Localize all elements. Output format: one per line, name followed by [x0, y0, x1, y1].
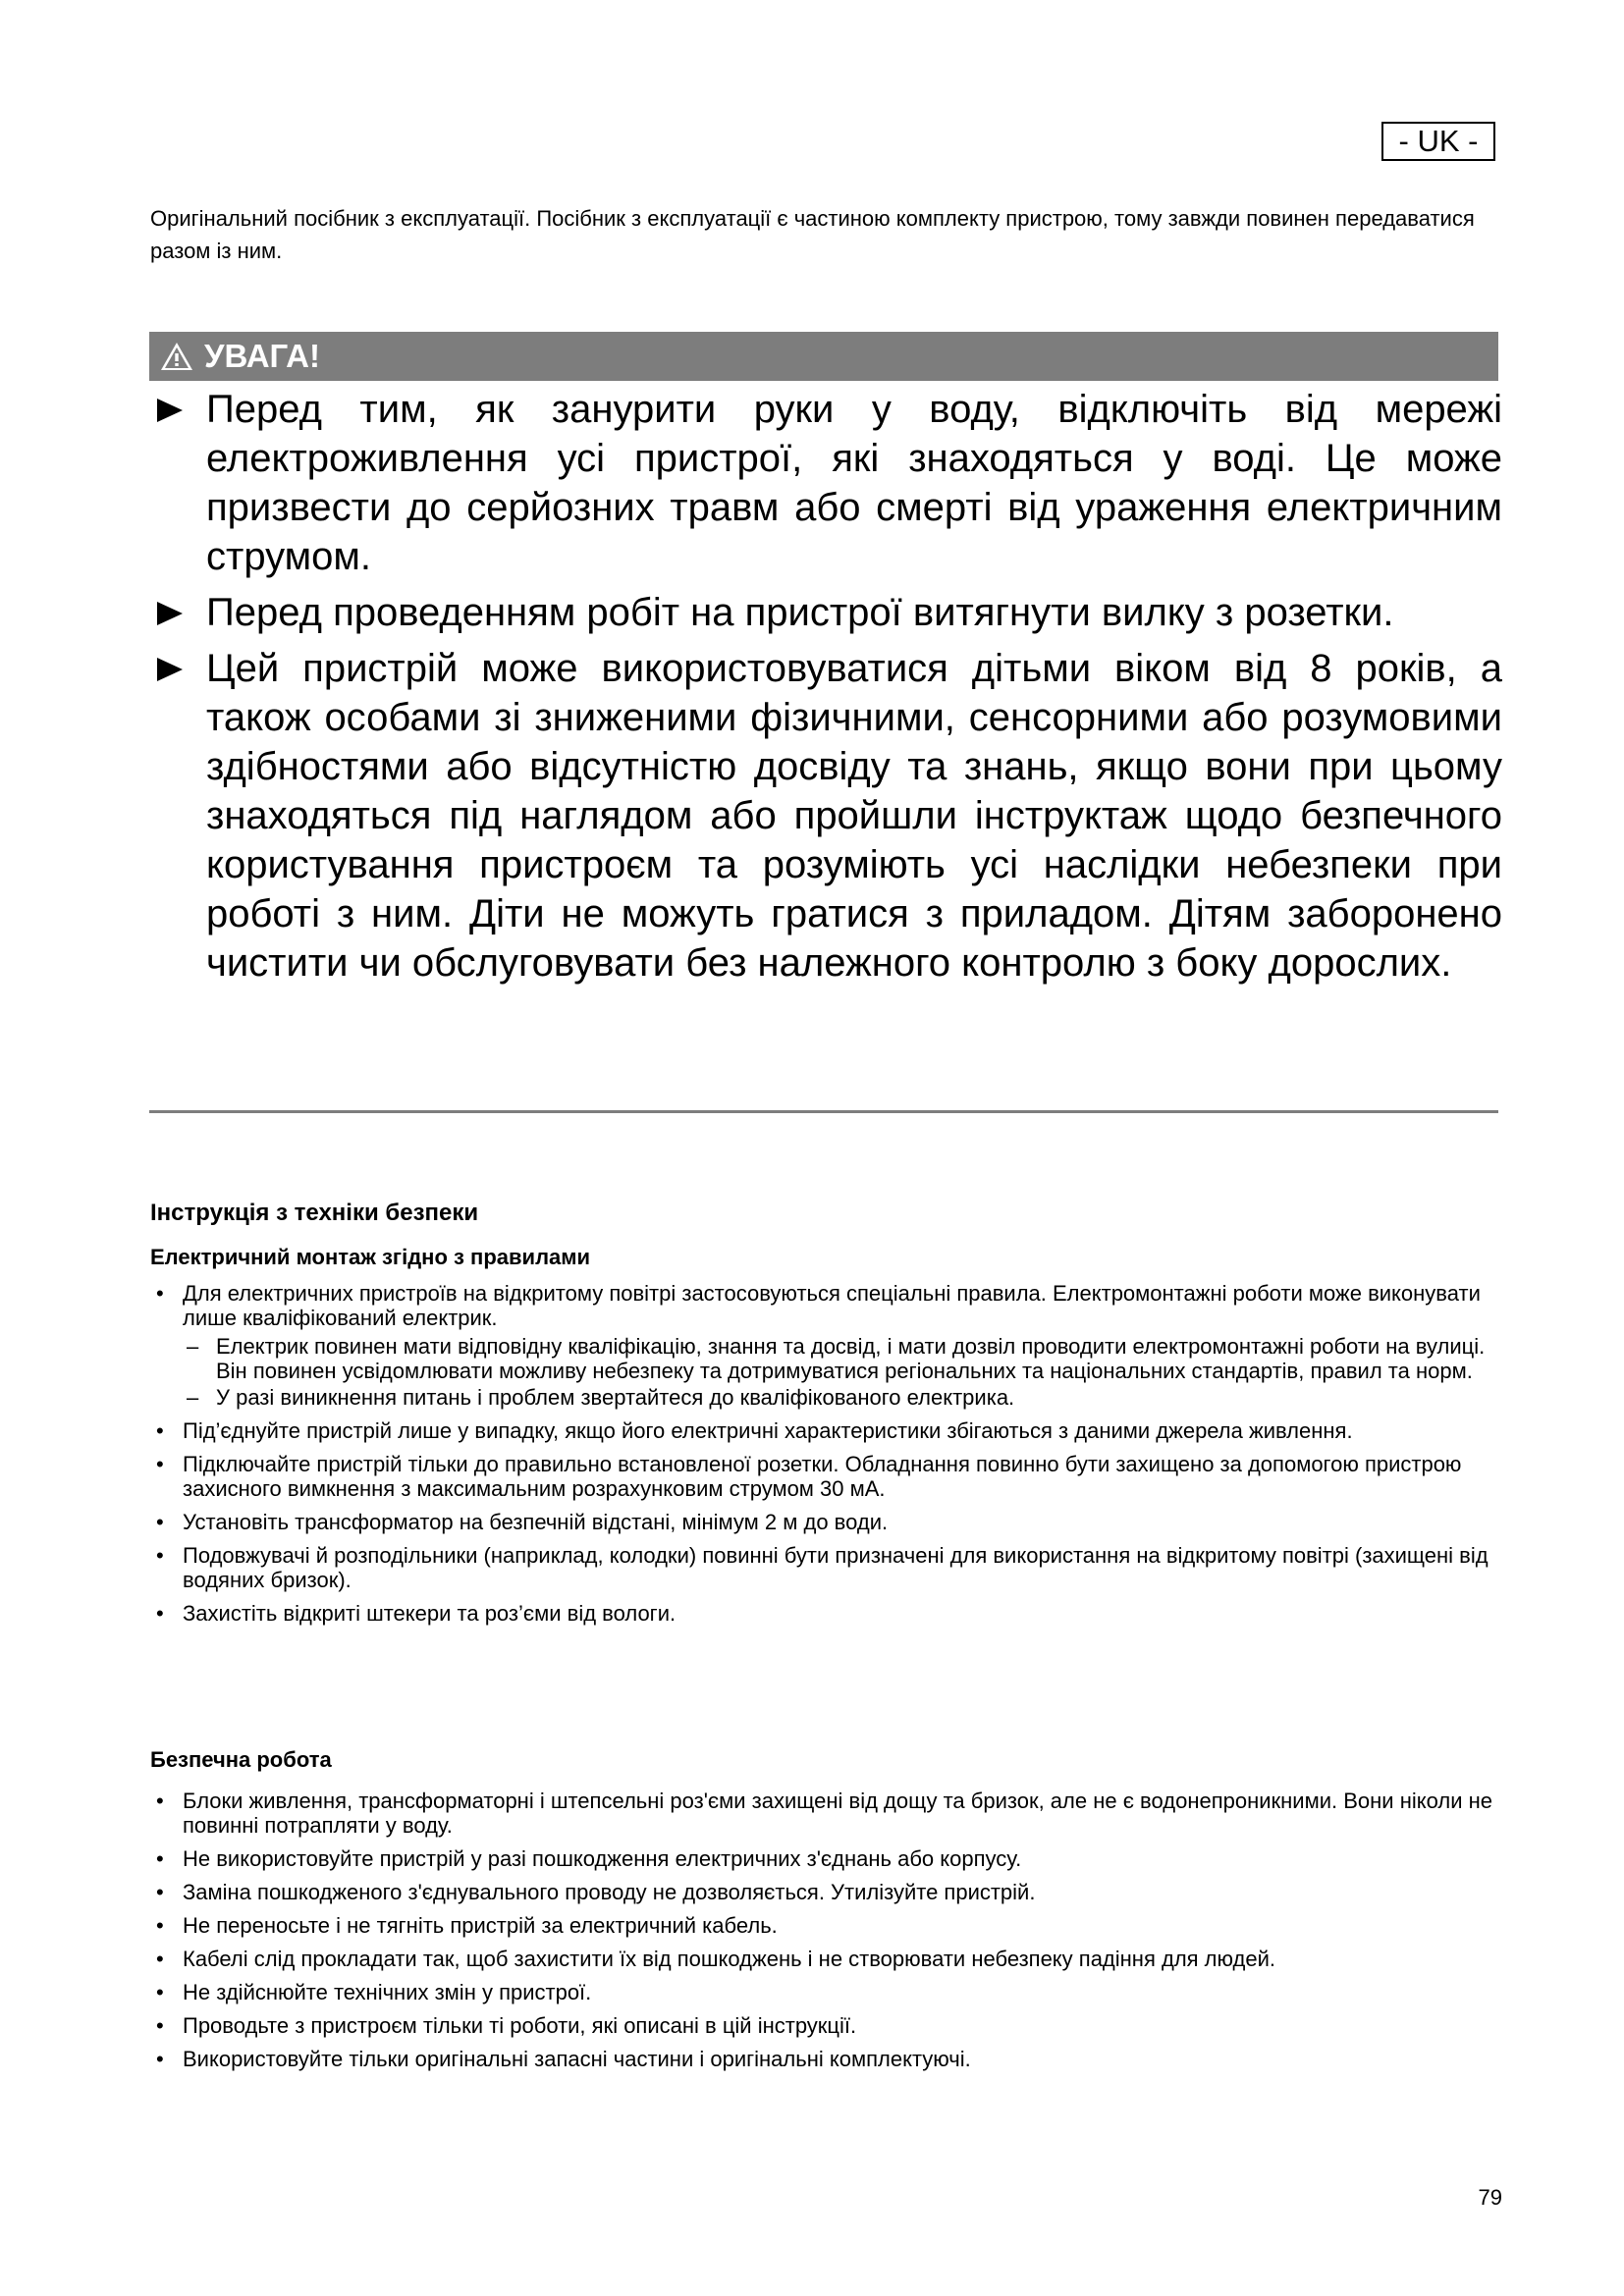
list-item-text: Під’єднуйте пристрій лише у випадку, якщо його електричні характеристики збігаються з даними джерела живлення.	[183, 1418, 1353, 1443]
bullet-dot: •	[156, 1452, 164, 1476]
bullet-dot: •	[156, 1281, 164, 1306]
warning-title: УВАГА!	[204, 338, 320, 374]
list-item	[150, 1913, 1500, 1938]
bullet-arrow-icon	[157, 399, 183, 422]
list-item-text: Заміна пошкодженого з'єднувального проводу не дозволяється. Утилізуйте пристрій.	[183, 1880, 1036, 1904]
safety-section-title: Інструкція з техніки безпеки	[150, 1200, 479, 1226]
operation-subsection-title: Безпечна робота	[150, 1747, 332, 1772]
bullet-dot: •	[156, 1601, 164, 1626]
list-item-text: Не використовуйте пристрій у разі пошкодження електричних з'єднань або корпусу.	[183, 1846, 1022, 1871]
electrical-subsection-title: Електричний монтаж згідно з правилами	[150, 1245, 591, 1269]
list-item	[150, 2047, 1500, 2071]
list-item-text: Кабелі слід прокладати так, щоб захистити їх від пошкоджень і не створювати небезпеку падіння для людей.	[183, 1947, 1276, 1971]
list-item-text: Захистіть відкриті штекери та роз’єми від вологи.	[183, 1601, 677, 1626]
warning-triangle-icon	[159, 341, 194, 372]
list-item	[150, 1418, 1500, 1443]
electrical-list	[150, 1281, 1500, 1634]
sublist-item-text: У разі виникнення питань і проблем звертайтеся до кваліфікованого електрика.	[216, 1385, 1015, 1410]
operation-list	[150, 1789, 1500, 2080]
list-item-text: Використовуйте тільки оригінальні запасні частини і оригінальні комплектуючі.	[183, 2047, 971, 2071]
list-item	[150, 1846, 1500, 1871]
list-item	[150, 1281, 1500, 1410]
warning-item	[157, 644, 1502, 988]
list-item	[150, 1543, 1500, 1592]
list-item	[150, 1947, 1500, 1971]
list-item	[150, 1510, 1500, 1534]
sublist-item	[183, 1385, 1500, 1410]
list-item	[150, 1452, 1500, 1501]
warning-item	[157, 588, 1502, 637]
list-item	[150, 2013, 1500, 2038]
bullet-dot: •	[156, 1846, 164, 1871]
list-item	[150, 1789, 1500, 1838]
list-item-text: Не переносьте і не тягніть пристрій за електричний кабель.	[183, 1913, 778, 1938]
intro-text: Оригінальний посібник з експлуатації. Посібник з експлуатації є частиною комплекту пристрою, тому завжди повинен передаватися разом із ним.	[150, 206, 1475, 263]
list-item-text: Проводьте з пристроєм тільки ті роботи, які описані в цій інструкції.	[183, 2013, 857, 2038]
bullet-dot: •	[156, 2047, 164, 2071]
bullet-dot: •	[156, 2013, 164, 2038]
warning-item-text: Перед тим, як занурити руки у воду, відключіть від мережі електроживлення усі пристрої, які знаходяться у воді. Це може призвести до серйозних травм або смерті від ураження електричним струмом.	[206, 388, 1502, 578]
bullet-dot: •	[156, 1789, 164, 1813]
bullet-dot: •	[156, 1913, 164, 1938]
warning-item-text: Перед проведенням робіт на пристрої витягнути вилку з розетки.	[206, 591, 1394, 634]
list-item-text: Подовжувачі й розподільники (наприклад, колодки) повинні бути призначені для використання на відкритому повітрі (захищені від водяних бризок).	[183, 1543, 1489, 1592]
list-item-text: Блоки живлення, трансформаторні і штепсельні роз'єми захищені від дощу та бризок, але не є водонепроникними. Вони ніколи не повинні потрапляти у воду.	[183, 1789, 1492, 1838]
sublist-item-text: Електрик повинен мати відповідну кваліфікацію, знання та досвід, і мати дозвіл проводити електромонтажні роботи на вулиці. Він повинен усвідомлювати можливу небезпеку та дотримуватися регіональних та національних стандартів, правил та норм.	[216, 1334, 1486, 1383]
warning-list	[157, 385, 1502, 994]
language-tag: - UK -	[1381, 122, 1495, 161]
list-item-text: Для електричних пристроїв на відкритому повітрі застосовуються спеціальні правила. Електромонтажні роботи може виконувати лише кваліфікований електрик.	[183, 1281, 1481, 1330]
list-item-text: Підключайте пристрій тільки до правильно встановленої розетки. Обладнання повинно бути захищено за допомогою пристрою захисного вимкнення з максимальним розрахунковим струмом 30 мА.	[183, 1452, 1462, 1501]
warning-item-text: Цей пристрій може використовуватися дітьми віком від 8 років, а також особами зі зниженими фізичними, сенсорними або розумовими здібностями або відсутністю досвіду та знань, якщо вони при цьому знаходяться під наглядом або пройшли інструктаж щодо безпечного користування пристроєм та розуміють усі наслідки небезпеки при роботі з ним. Діти не можуть гратися з приладом. Дітям заборонено чистити чи обслуговувати без належного контролю з боку дорослих.	[206, 647, 1502, 985]
bullet-dot: •	[156, 1880, 164, 1904]
bullet-dot: •	[156, 1543, 164, 1568]
bullet-arrow-icon	[157, 602, 183, 625]
warning-item	[157, 385, 1502, 581]
list-item	[150, 1880, 1500, 1904]
warning-divider	[149, 1110, 1498, 1113]
list-item	[150, 1601, 1500, 1626]
sublist-item	[183, 1334, 1500, 1383]
page-number: 79	[1478, 2185, 1502, 2210]
bullet-dot: •	[156, 1980, 164, 2004]
electrical-sublist	[183, 1334, 1500, 1410]
warning-header	[149, 332, 1498, 381]
list-item	[150, 1980, 1500, 2004]
list-item-text: Установіть трансформатор на безпечній відстані, мінімум 2 м до води.	[183, 1510, 889, 1534]
bullet-arrow-icon	[157, 658, 183, 681]
bullet-dot: •	[156, 1947, 164, 1971]
bullet-dash: –	[187, 1334, 199, 1359]
bullet-dash: –	[187, 1385, 199, 1410]
list-item-text: Не здійснюйте технічних змін у пристрої.	[183, 1980, 592, 2004]
bullet-dot: •	[156, 1510, 164, 1534]
bullet-dot: •	[156, 1418, 164, 1443]
